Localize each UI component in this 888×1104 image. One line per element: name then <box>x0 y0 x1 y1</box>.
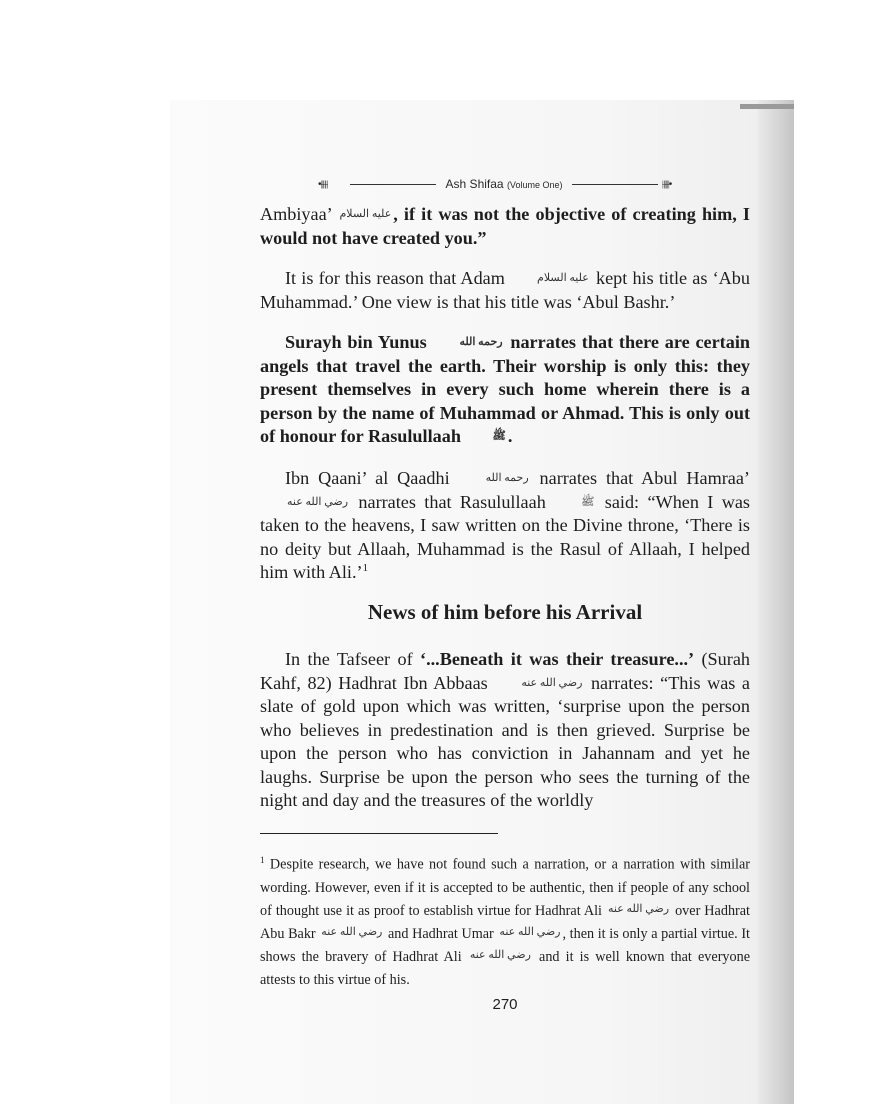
rahmatullah-icon: رحمه الله <box>485 472 529 484</box>
paragraph-3-bold-a: Surayh bin Yunus <box>285 332 433 352</box>
paragraph-5-quote: ‘...Beneath it was their treasure...’ <box>420 649 695 669</box>
paragraph-3-bold-b: narrates that there are certain angels that travel the earth. Their worship is only this: they present themselves in every such home wherein there is a person by the name of Muhammad or Ahmad. This is only out of honour for Rasulullaah <box>260 332 750 446</box>
paragraph-5 <box>260 648 750 813</box>
radiyallahu-anhu-icon: رضي الله عنه <box>287 495 349 508</box>
footnote-text-b: over Hadhrat Abu Bakr <box>260 902 751 942</box>
page-edge-shadow <box>758 100 794 1104</box>
paragraph-2-text-b: kept his title as ‘Abu Muhammad.’ One view is that his title was ‘Abul Bashr.’ <box>260 268 750 312</box>
footnote <box>260 849 750 992</box>
paragraph-2-text-a: It is for this reason that Adam <box>285 268 511 288</box>
footnote-separator <box>260 833 498 834</box>
header-rule-left <box>350 184 436 185</box>
footnote-text-e: and it is well known that everyone attests to this virtue of his. <box>260 948 750 988</box>
running-header-title <box>440 177 569 191</box>
paragraph-4 <box>260 467 750 585</box>
paragraph-4-text-a: Ibn Qaani’ al Qaadhi <box>285 468 459 488</box>
paragraph-5-text-d: narrates: “This was a slate of gold upon which was written, ‘surprise upon the person who believes in predestination and is then grieved. Surprise be upon the person who has conviction in Jahannam and yet he laughs. Surprise be upon the person who sees the turning of the night and day and the treasures of the worldly <box>260 672 751 810</box>
paragraph-1-text: Ambiyaa’ <box>260 204 338 224</box>
radiyallahu-anhu-icon: رضي الله عنه <box>321 925 383 938</box>
right-ornament-icon: ⫲⫲⫲• <box>662 178 672 190</box>
paragraph-4-text-c: narrates that Rasulullaah <box>350 491 555 512</box>
paragraph-4-text-b: narrates that Abul Hamraa’ <box>530 468 750 488</box>
alayhis-salaam-icon: عليه السلام <box>537 272 589 284</box>
paragraph-2 <box>260 267 750 314</box>
volume-label: (Volume One) <box>506 180 563 190</box>
paragraph-5-text-c: (Surah Kahf, 82) Hadhrat Ibn Abbaas <box>260 649 750 693</box>
page-edge-top-line <box>740 104 794 109</box>
rahmatullah-icon: رحمه الله <box>459 336 503 348</box>
footnote-text-c: and Hadhrat Umar <box>384 925 498 942</box>
radiyallahu-anhu-icon: رضي الله عنه <box>521 676 583 689</box>
header-rule-right <box>572 184 658 185</box>
running-header <box>318 176 690 192</box>
left-ornament-icon: •⫲⫲⫲ <box>318 178 328 190</box>
alayhis-salaam-icon: عليه السلام <box>339 208 392 220</box>
paragraph-4-text-d: said: “When I was taken to the heavens, I saw written on the Divine throne, ‘There is no deity but Allaah, Muhammad is the Rasul of Allaah, I helped him with Ali.’ <box>260 491 750 582</box>
radiyallahu-anhu-icon: رضي الله عنه <box>608 902 670 915</box>
paragraph-3-bold-c: . <box>507 426 513 446</box>
paragraph-5-text-a: In the Tafseer of <box>285 649 421 669</box>
radiyallahu-anhu-icon: رضي الله عنه <box>469 948 531 961</box>
sallallahu-icon: ﷺ <box>581 495 595 508</box>
section-heading: News of him before his Arrival <box>367 600 643 624</box>
footnote-text-a: Despite research, we have not found such a narration, or a narration with similar wording. However, even if it is accepted to be authentic, then if people of any school of thought use it as proof to establish virtue for Hadhrat Ali <box>260 856 750 919</box>
footnote-number: 1 <box>260 855 265 865</box>
footnote-text-d: , then it is only a partial virtue. It shows the bravery of Hadhrat Ali <box>260 925 751 965</box>
footnote-reference[interactable]: 1 <box>362 562 369 574</box>
paragraph-3 <box>260 331 750 449</box>
paragraph-1-bold: , if it was not the objective of creating him, I would not have created you.” <box>260 204 750 248</box>
book-title: Ash Shifaa <box>445 177 504 191</box>
page-number: 270 <box>492 996 518 1013</box>
radiyallahu-anhu-icon: رضي الله عنه <box>499 925 561 938</box>
sallallahu-icon: ﷺ <box>492 430 506 442</box>
paragraph-1 <box>260 203 750 250</box>
